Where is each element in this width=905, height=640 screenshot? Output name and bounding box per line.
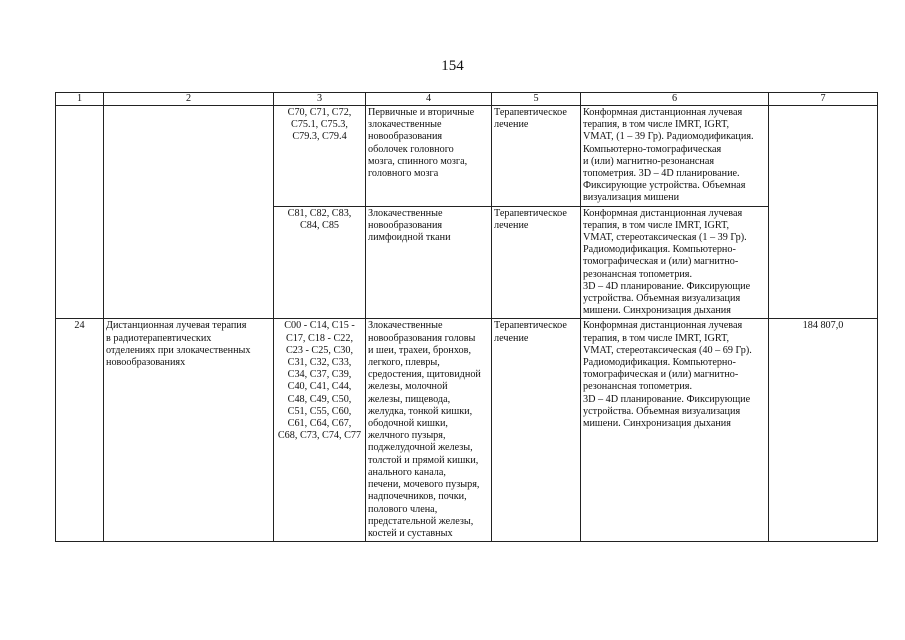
- row-number: 24: [56, 319, 104, 542]
- table-row: [56, 106, 878, 207]
- column-number: 7: [769, 93, 878, 106]
- icd-codes: C81, C82, C83, C84, C85: [274, 206, 366, 319]
- column-number: 4: [366, 93, 492, 106]
- table-row: [56, 319, 878, 542]
- column-number-row: [56, 93, 878, 106]
- disease-model: Злокачественные новообразования лимфоидной ткани: [366, 206, 492, 319]
- column-number: 3: [274, 93, 366, 106]
- treatment-type: Терапевтическое лечение: [492, 319, 581, 542]
- service-name: Дистанционная лучевая терапия в радиотерапевтических отделениях при злокачественных новообразованиях: [104, 319, 274, 542]
- column-number: 1: [56, 93, 104, 106]
- treatment-method: Конформная дистанционная лучевая терапия, в том числе IMRT, IGRT, VMAT, стереотаксическая (1 – 39 Гр). Радиомодификация. Компьютерно- томографическая и (или) магнитно- резонансная топометрия. 3D – 4D планирование. Фиксирующие устройства. Объемная визуализация мишени. Синхронизация дыхания: [581, 206, 769, 319]
- cost-value: [769, 106, 878, 319]
- treatment-method: Конформная дистанционная лучевая терапия, в том числе IMRT, IGRT, VMAT, (1 – 39 Гр). Радиомодификация. Компьютерно-томографическая и (или) магнитно-резонансная топометрия. 3D – 4D планирование. Фиксирующие устройства. Объемная визуализация мишени: [581, 106, 769, 207]
- treatment-method: Конформная дистанционная лучевая терапия, в том числе IMRT, IGRT, VMAT, стереотаксическая (40 – 69 Гр). Радиомодификация. Компьютерно- томографическая и (или) магнитно- резонансная топометрия. 3D – 4D планирование. Фиксирующие устройства. Объемная визуализация мишени. Синхронизация дыхания: [581, 319, 769, 542]
- column-number: 5: [492, 93, 581, 106]
- page-number: 154: [441, 58, 464, 74]
- services-table: [55, 92, 878, 542]
- row-number: [56, 106, 104, 319]
- disease-model: Первичные и вторичные злокачественные новообразования оболочек головного мозга, спинного мозга, головного мозга: [366, 106, 492, 207]
- service-name: [104, 106, 274, 319]
- column-number: 2: [104, 93, 274, 106]
- icd-codes: C00 - C14, C15 - C17, C18 - C22, C23 - C25, C30, C31, C32, C33, C34, C37, C39, C40, C41, C44, C48, C49, C50, C51, C55, C60, C61, C64, C67, C68, C73, C74, C77: [274, 319, 366, 542]
- treatment-type: Терапевтическое лечение: [492, 206, 581, 319]
- icd-codes: C70, C71, C72, C75.1, C75.3, C79.3, C79.4: [274, 106, 366, 207]
- cost-value: 184 807,0: [769, 319, 878, 542]
- treatment-type: Терапевтическое лечение: [492, 106, 581, 207]
- disease-model: Злокачественные новообразования головы и шеи, трахеи, бронхов, легкого, плевры, средостения, щитовидной железы, молочной железы, пищевода, желудка, тонкой кишки, ободочной кишки, желчного пузыря, поджелудочной железы, толстой и прямой кишки, анального канала, печени, мочевого пузыря, надпочечников, почки, полового члена, предстательной железы, костей и суставных: [366, 319, 492, 542]
- column-number: 6: [581, 93, 769, 106]
